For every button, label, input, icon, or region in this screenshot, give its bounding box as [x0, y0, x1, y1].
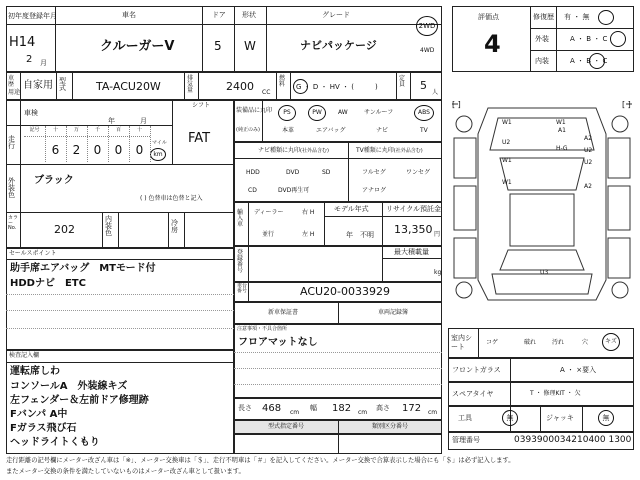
- damage-mark: H-G: [556, 145, 568, 152]
- divider: [266, 6, 267, 72]
- divider: [72, 72, 73, 100]
- inspection-label: 車検: [24, 109, 38, 117]
- navi-cd: CD: [248, 187, 257, 194]
- divider: [6, 259, 234, 260]
- fuel-selected-circle: [293, 79, 308, 94]
- damage-mark: U2: [502, 139, 511, 146]
- spare-label: スペアタイヤ: [452, 390, 494, 398]
- seat-opt-hole: 穴: [582, 339, 589, 346]
- tv-oneseg: ワンセグ: [406, 169, 431, 176]
- odometer-place-label: 十: [52, 127, 58, 133]
- navi-hdd: HDD: [246, 169, 260, 176]
- footer-line-2: またメーター交換の条件を満たしていないものはメーター改ざん車として扱います。: [6, 468, 245, 475]
- seat-opt-scratch-circled: キズ: [602, 333, 620, 351]
- seat-opt-tear: 破れ: [524, 339, 537, 346]
- divider: [172, 100, 173, 164]
- divider: [396, 72, 397, 100]
- damage-mark: W1: [502, 157, 512, 164]
- length-label: 長さ: [238, 404, 252, 412]
- height-unit: cm: [428, 409, 438, 416]
- exterior-options: A ・ B ・ C: [570, 35, 608, 43]
- fuel-label: 燃料: [279, 75, 286, 88]
- recycle-value: 13,350: [394, 223, 433, 236]
- recycle-unit: 円: [434, 231, 441, 238]
- capacity-unit: 人: [432, 89, 439, 96]
- bracket-mark: [ ]: [622, 100, 631, 109]
- bracket-mark: [ ]: [452, 100, 461, 109]
- seat-opt-stain: 汚れ: [552, 339, 565, 346]
- note-1: 運転席しわ: [10, 366, 60, 377]
- seat-opt-burn: コゲ: [486, 339, 499, 346]
- odometer-place-label: 万: [73, 127, 79, 133]
- grade-label: グレード: [322, 11, 350, 19]
- damage-mark: A2: [584, 135, 592, 142]
- score-label: 評価点: [478, 13, 499, 21]
- divider: [118, 212, 119, 248]
- drive-2wd-circled: 2WD: [416, 16, 438, 36]
- divider: [410, 72, 411, 100]
- shift-value: FAT: [188, 131, 211, 146]
- odometer-place-label: 十: [136, 127, 142, 133]
- divider: [6, 212, 234, 213]
- interior-selected-circle: [589, 53, 605, 69]
- divider: [276, 72, 277, 100]
- divider: [248, 246, 249, 282]
- damage-mark: A1: [558, 127, 566, 134]
- divider: [324, 202, 325, 246]
- tv-fullseg: フルセグ: [362, 169, 386, 176]
- divider: [382, 202, 383, 246]
- inspection-year-unit: 年: [108, 117, 115, 125]
- height-label: 高さ: [376, 404, 390, 412]
- damage-mark: W1: [502, 119, 512, 126]
- odometer-digit: 6: [51, 143, 60, 157]
- interior-options: A ・ B ・ C: [570, 57, 608, 65]
- import-parallel: 並行: [262, 231, 275, 238]
- navi-dvd: DVD: [286, 169, 300, 176]
- odometer-place-label: 記号: [29, 127, 40, 133]
- glass-label: フロントガラス: [452, 366, 501, 374]
- divider: [556, 6, 557, 72]
- rule: [6, 328, 234, 329]
- class-no-label: 類別区分番号: [372, 423, 409, 430]
- navi-dvd-play: DVD再生可: [278, 187, 310, 194]
- equip-leather: 本革: [282, 127, 295, 134]
- repair-selected-circle: [598, 10, 614, 25]
- equipment-label: 装備品に丸印: [236, 107, 273, 114]
- shift-label: シフト: [192, 102, 211, 109]
- equip-pw-circled: PW: [308, 105, 326, 121]
- type-no-values: [234, 434, 442, 454]
- height-value: 172: [402, 403, 422, 414]
- color-no-label: カラーNo.: [8, 215, 19, 231]
- first-reg-month: 2: [26, 54, 33, 65]
- divider: [184, 212, 185, 248]
- odometer-digit: 0: [93, 143, 102, 157]
- footer-line-1: 走行距離の記号欄にメーター改ざん車は「※」、メーター交換車は「＄」、走行不明車は「＃」を記入してください。メーター交換で合算表示した場合にも「＄」は必ず記入します。: [6, 457, 515, 464]
- divider: [382, 258, 442, 259]
- disp-value: 2400: [226, 80, 254, 93]
- reg-no-label: 登録番号: [237, 249, 244, 274]
- sales-points-label: セールスポイント: [9, 250, 57, 257]
- odometer-digit: 0: [135, 143, 144, 157]
- equip-abs-circled: ABS: [414, 105, 434, 121]
- note-4: Fバンパ A中: [10, 409, 68, 420]
- sales-point-2: HDDナビ ETC: [10, 278, 86, 289]
- defect-notes-label: 注意事項・不具合箇所: [237, 326, 288, 332]
- type-no-label: 型式指定番号: [268, 423, 305, 430]
- divider: [6, 362, 234, 363]
- door-value: 5: [214, 39, 222, 53]
- import-dealer: ディーラー: [254, 209, 284, 216]
- jack-label: ジャッキ: [546, 414, 574, 422]
- note-6: ヘッドライトくもり: [10, 437, 100, 448]
- capacity-value: 5: [420, 79, 427, 92]
- jack-value-circled: 無: [598, 410, 614, 426]
- odometer-place-label: 百: [115, 127, 121, 133]
- disp-unit: CC: [262, 89, 271, 96]
- first-reg-year: H14: [9, 35, 36, 50]
- divider: [530, 50, 634, 51]
- divider: [198, 72, 199, 100]
- model-label: 型式: [59, 77, 66, 92]
- tools-label: 工具: [458, 414, 472, 422]
- interior-color-label: 内装色: [105, 215, 112, 237]
- car-name-value: クルーガーV: [100, 39, 175, 54]
- run-label: 走行: [8, 135, 15, 150]
- divider: [348, 142, 349, 202]
- spare-options: T ・ 修理KIT ・ 欠: [530, 390, 581, 397]
- model-year-label: モデル年式: [334, 205, 369, 213]
- inspection-month-unit: 月: [140, 117, 147, 125]
- damage-mark: U3: [540, 269, 549, 276]
- divider: [20, 72, 21, 100]
- color-no-value: 202: [54, 223, 75, 236]
- model-value: TA-ACU20W: [96, 80, 161, 93]
- divider: [248, 202, 249, 246]
- color-label: 外装色: [8, 177, 15, 199]
- divider: [6, 164, 234, 165]
- divider: [150, 126, 151, 162]
- divider: [530, 6, 531, 72]
- sales-point-1: 助手席エアバッグ MTモード付: [10, 263, 156, 274]
- import-left: 左 H: [302, 231, 315, 238]
- mileage-block: [6, 100, 234, 248]
- grade-value: ナビパッケージ: [300, 39, 377, 52]
- odometer-place-label: 千: [94, 127, 100, 133]
- divider: [184, 72, 185, 100]
- divider: [20, 100, 21, 248]
- unit-km-circled: km: [150, 148, 166, 161]
- unit-mile: マイル: [152, 140, 167, 146]
- odometer-digit: 0: [114, 143, 123, 157]
- exterior-label: 外装: [535, 35, 549, 43]
- divider: [24, 136, 150, 137]
- divider: [234, 158, 442, 159]
- max-load-label: 最大積載量: [394, 248, 429, 256]
- damage-mark: W1: [502, 179, 512, 186]
- door-label: ドア: [212, 11, 226, 19]
- equipment-sublabel: (純正のみ): [236, 127, 260, 133]
- divider: [582, 406, 583, 432]
- damage-mark: W1: [556, 119, 566, 126]
- max-load-unit: kg: [434, 269, 442, 276]
- fuel-options: G ・ D ・ HV ・ ( ): [296, 83, 378, 91]
- tv-analog: アナログ: [362, 187, 387, 194]
- interior-label: 内装: [535, 57, 549, 65]
- length-unit: cm: [290, 409, 300, 416]
- equip-navi: ナビ: [376, 127, 389, 134]
- equip-sunroof: サンルーフ: [364, 109, 394, 116]
- ac-label: 冷房: [171, 219, 178, 234]
- recycle-label: リサイクル預託金: [386, 205, 442, 213]
- divider: [338, 302, 339, 324]
- vehicle-record: 車両記録簿: [378, 309, 409, 316]
- odometer-digit: 2: [72, 143, 81, 157]
- divider: [202, 6, 203, 72]
- model-year-value: 年 不明: [346, 231, 374, 239]
- damage-mark: U2: [584, 147, 593, 154]
- rule: [234, 368, 442, 369]
- equip-aw: AW: [338, 109, 348, 116]
- divider: [324, 216, 442, 217]
- length-value: 468: [262, 403, 282, 414]
- note-3: 左フェンダー＆左前ドア修理跡: [10, 395, 149, 406]
- mgmt-label: 管理番号: [452, 436, 480, 444]
- repair-label: 修復歴: [533, 13, 554, 21]
- new-car-warranty: 新車保証書: [268, 309, 299, 316]
- glass-options: A ・ ×要入: [560, 366, 597, 374]
- rule: [234, 384, 442, 385]
- width-unit: cm: [358, 409, 368, 416]
- shape-label: 形状: [242, 11, 256, 19]
- divider: [102, 212, 103, 248]
- rule: [6, 310, 234, 311]
- equip-ps-circled: PS: [278, 105, 296, 121]
- exterior-selected-circle: [610, 31, 626, 47]
- defect-notes-value: フロアマットなし: [238, 337, 318, 348]
- tv-label: TV種類に丸印(社外品含む): [356, 147, 423, 154]
- navi-sd: SD: [322, 169, 331, 176]
- damage-mark: U2: [584, 159, 593, 166]
- car-name-label: 車名: [122, 11, 136, 19]
- defect-notes: [234, 324, 442, 398]
- import-right: 右 H: [302, 209, 315, 216]
- equip-airbag: エアバッグ: [316, 127, 346, 134]
- divider: [478, 328, 479, 358]
- divider: [290, 72, 291, 100]
- equip-tv: TV: [420, 127, 428, 134]
- chassis-value: ACU20-0033929: [300, 285, 391, 298]
- tools-value-circled: 無: [502, 410, 518, 426]
- use-label2: 用途: [8, 89, 21, 96]
- width-value: 182: [332, 403, 352, 414]
- import-label: 輸入車: [237, 209, 244, 228]
- divider: [248, 282, 249, 302]
- score-value: 4: [484, 30, 501, 58]
- color-note: ( ) 色替車は色替と記入: [140, 195, 203, 202]
- seat-label: 室内シート: [451, 334, 472, 352]
- divider: [530, 28, 634, 29]
- capacity-label: 定員: [399, 75, 406, 88]
- use-value: 自家用: [23, 80, 53, 91]
- note-2: コンソールA 外装線キズ: [10, 381, 128, 392]
- drive-4wd: 4WD: [420, 47, 435, 54]
- chassis-label: 車台番号: [237, 283, 248, 294]
- rule: [234, 352, 442, 353]
- width-label: 幅: [310, 404, 317, 412]
- divider: [382, 246, 383, 282]
- divider: [168, 212, 169, 248]
- month-unit: 月: [40, 59, 47, 67]
- note-5: Fガラス飛び石: [10, 423, 77, 434]
- first-reg-label: 初年度登録年月: [8, 12, 57, 20]
- divider: [6, 125, 172, 126]
- shape-value: W: [244, 39, 256, 53]
- use-label: 車歴: [8, 75, 15, 88]
- color-value: ブラック: [34, 175, 74, 186]
- mgmt-value: 0393900034210400 1300: [514, 435, 632, 445]
- damage-mark: A2: [584, 183, 592, 190]
- divider: [234, 6, 235, 72]
- rule: [6, 294, 234, 295]
- divider: [540, 406, 541, 432]
- repair-options: 有 ・ 無: [564, 13, 590, 21]
- car-diagram: [448, 94, 636, 316]
- navi-label: ナビ種類に丸印(社外品含む): [258, 147, 329, 154]
- divider: [6, 24, 442, 25]
- divider: [56, 72, 57, 100]
- inspector-notes-label: 検査記入欄: [9, 352, 40, 359]
- disp-label: 排気量: [187, 75, 194, 94]
